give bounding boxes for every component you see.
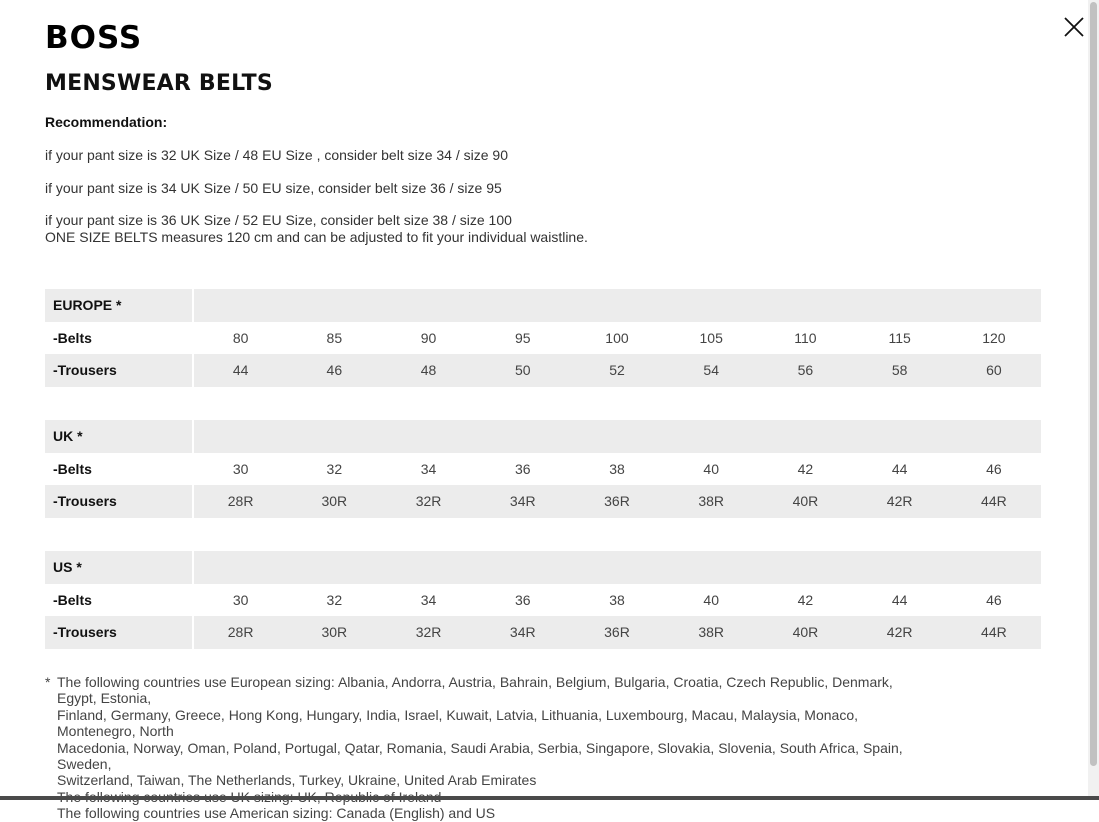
footnote-marker: * <box>45 674 51 690</box>
table-cell: 32 <box>287 453 381 486</box>
page-title: MENSWEAR BELTS <box>45 71 273 96</box>
table-cell: 95 <box>476 322 570 355</box>
table-cell: 36 <box>476 453 570 486</box>
recommendation-line: ONE SIZE BELTS measures 120 cm and can be adjusted to fit your individual waistline. <box>45 229 588 245</box>
table-cell: 44R <box>947 616 1041 649</box>
table-cell: 115 <box>853 322 947 355</box>
scrollbar-thumb[interactable] <box>1090 2 1097 766</box>
recommendation-line: if your pant size is 34 UK Size / 50 EU size, consider belt size 36 / size 95 <box>45 180 502 196</box>
table-cell: 46 <box>287 354 381 387</box>
recommendation-heading: Recommendation: <box>45 114 168 130</box>
table-cell: 40 <box>664 584 758 617</box>
footnote-line: Finland, Germany, Greece, Hong Kong, Hungary, India, Israel, Kuwait, Latvia, Lithuania, Luxembourg, Macau, Malaysia, Monaco, Montenegro, North <box>57 706 859 740</box>
table-cell: 54 <box>664 354 758 387</box>
table-cell: 80 <box>193 322 287 355</box>
table-cell: 28R <box>193 485 287 518</box>
table-row-belts <box>45 453 1041 486</box>
table-cell: 42 <box>758 453 852 486</box>
table-row-trousers <box>45 616 1041 649</box>
table-cell: 44R <box>947 485 1041 518</box>
footnote-line: The following countries use American sizing: Canada (English) and US <box>57 805 496 822</box>
table-cell: 40R <box>758 485 852 518</box>
table-cell: 34 <box>381 584 475 617</box>
row-label-trousers: -Trousers <box>45 354 193 387</box>
boss-logo: BOSS <box>45 20 143 56</box>
footnote-line: The following countries use European sizing: Albania, Andorra, Austria, Bahrain, Belgium, Bulgaria, Croatia, Czech Republic, Denmark, Egypt, Estonia, <box>57 674 893 707</box>
size-table-europe <box>45 289 1041 387</box>
close-button[interactable] <box>1061 14 1087 40</box>
table-row-belts <box>45 584 1041 617</box>
table-cell: 30 <box>193 453 287 486</box>
close-icon <box>1061 14 1087 40</box>
table-cell: 40R <box>758 616 852 649</box>
table-cell: 42R <box>853 485 947 518</box>
table-cell: 38R <box>664 616 758 649</box>
table-row-belts <box>45 322 1041 355</box>
footnote-line: Macedonia, Norway, Oman, Poland, Portugal, Qatar, Romania, Saudi Arabia, Serbia, Singapore, Slovakia, Slovenia, South Africa, Spain, Sweden, <box>57 739 903 773</box>
row-label-trousers: -Trousers <box>45 616 193 649</box>
table-cell: 36R <box>570 616 664 649</box>
table-cell: 34R <box>476 616 570 649</box>
region-label: UK * <box>45 420 193 453</box>
table-cell: 40 <box>664 453 758 486</box>
size-table-uk <box>45 420 1041 518</box>
table-row-trousers <box>45 485 1041 518</box>
size-table-us <box>45 551 1041 649</box>
table-cell: 60 <box>947 354 1041 387</box>
table-cell: 105 <box>664 322 758 355</box>
table-cell: 120 <box>947 322 1041 355</box>
table-cell: 36R <box>570 485 664 518</box>
table-cell: 58 <box>853 354 947 387</box>
table-cell: 90 <box>381 322 475 355</box>
table-cell: 32R <box>381 616 475 649</box>
region-label: EUROPE * <box>45 289 193 322</box>
table-region-row <box>45 551 1041 584</box>
table-cell: 110 <box>758 322 852 355</box>
recommendation-line: if your pant size is 36 UK Size / 52 EU Size, consider belt size 38 / size 100 <box>45 212 512 228</box>
table-cell: 50 <box>476 354 570 387</box>
table-cell: 46 <box>947 453 1041 486</box>
table-cell: 44 <box>853 584 947 617</box>
row-label-belts: -Belts <box>45 453 193 486</box>
footnote-line: Switzerland, Taiwan, The Netherlands, Turkey, Ukraine, United Arab Emirates <box>57 772 537 789</box>
table-cell: 32 <box>287 584 381 617</box>
row-label-belts: -Belts <box>45 322 193 355</box>
table-cell: 44 <box>193 354 287 387</box>
table-cell: 42 <box>758 584 852 617</box>
table-cell: 48 <box>381 354 475 387</box>
region-label: US * <box>45 551 193 584</box>
table-cell: 36 <box>476 584 570 617</box>
table-row-trousers <box>45 354 1041 387</box>
table-cell: 34 <box>381 453 475 486</box>
row-label-belts: -Belts <box>45 584 193 617</box>
table-cell: 100 <box>570 322 664 355</box>
recommendation-line: if your pant size is 32 UK Size / 48 EU Size , consider belt size 34 / size 90 <box>45 147 508 163</box>
table-cell: 38 <box>570 453 664 486</box>
table-region-row <box>45 289 1041 322</box>
bottom-edge-bar <box>0 796 1099 800</box>
table-cell: 34R <box>476 485 570 518</box>
table-cell: 85 <box>287 322 381 355</box>
table-cell: 30R <box>287 485 381 518</box>
table-cell: 38R <box>664 485 758 518</box>
row-label-trousers: -Trousers <box>45 485 193 518</box>
table-cell: 44 <box>853 453 947 486</box>
table-cell: 56 <box>758 354 852 387</box>
table-cell: 32R <box>381 485 475 518</box>
table-cell: 52 <box>570 354 664 387</box>
table-cell: 30R <box>287 616 381 649</box>
table-cell: 46 <box>947 584 1041 617</box>
table-region-row <box>45 420 1041 453</box>
table-cell: 30 <box>193 584 287 617</box>
table-cell: 42R <box>853 616 947 649</box>
table-cell: 28R <box>193 616 287 649</box>
table-cell: 38 <box>570 584 664 617</box>
